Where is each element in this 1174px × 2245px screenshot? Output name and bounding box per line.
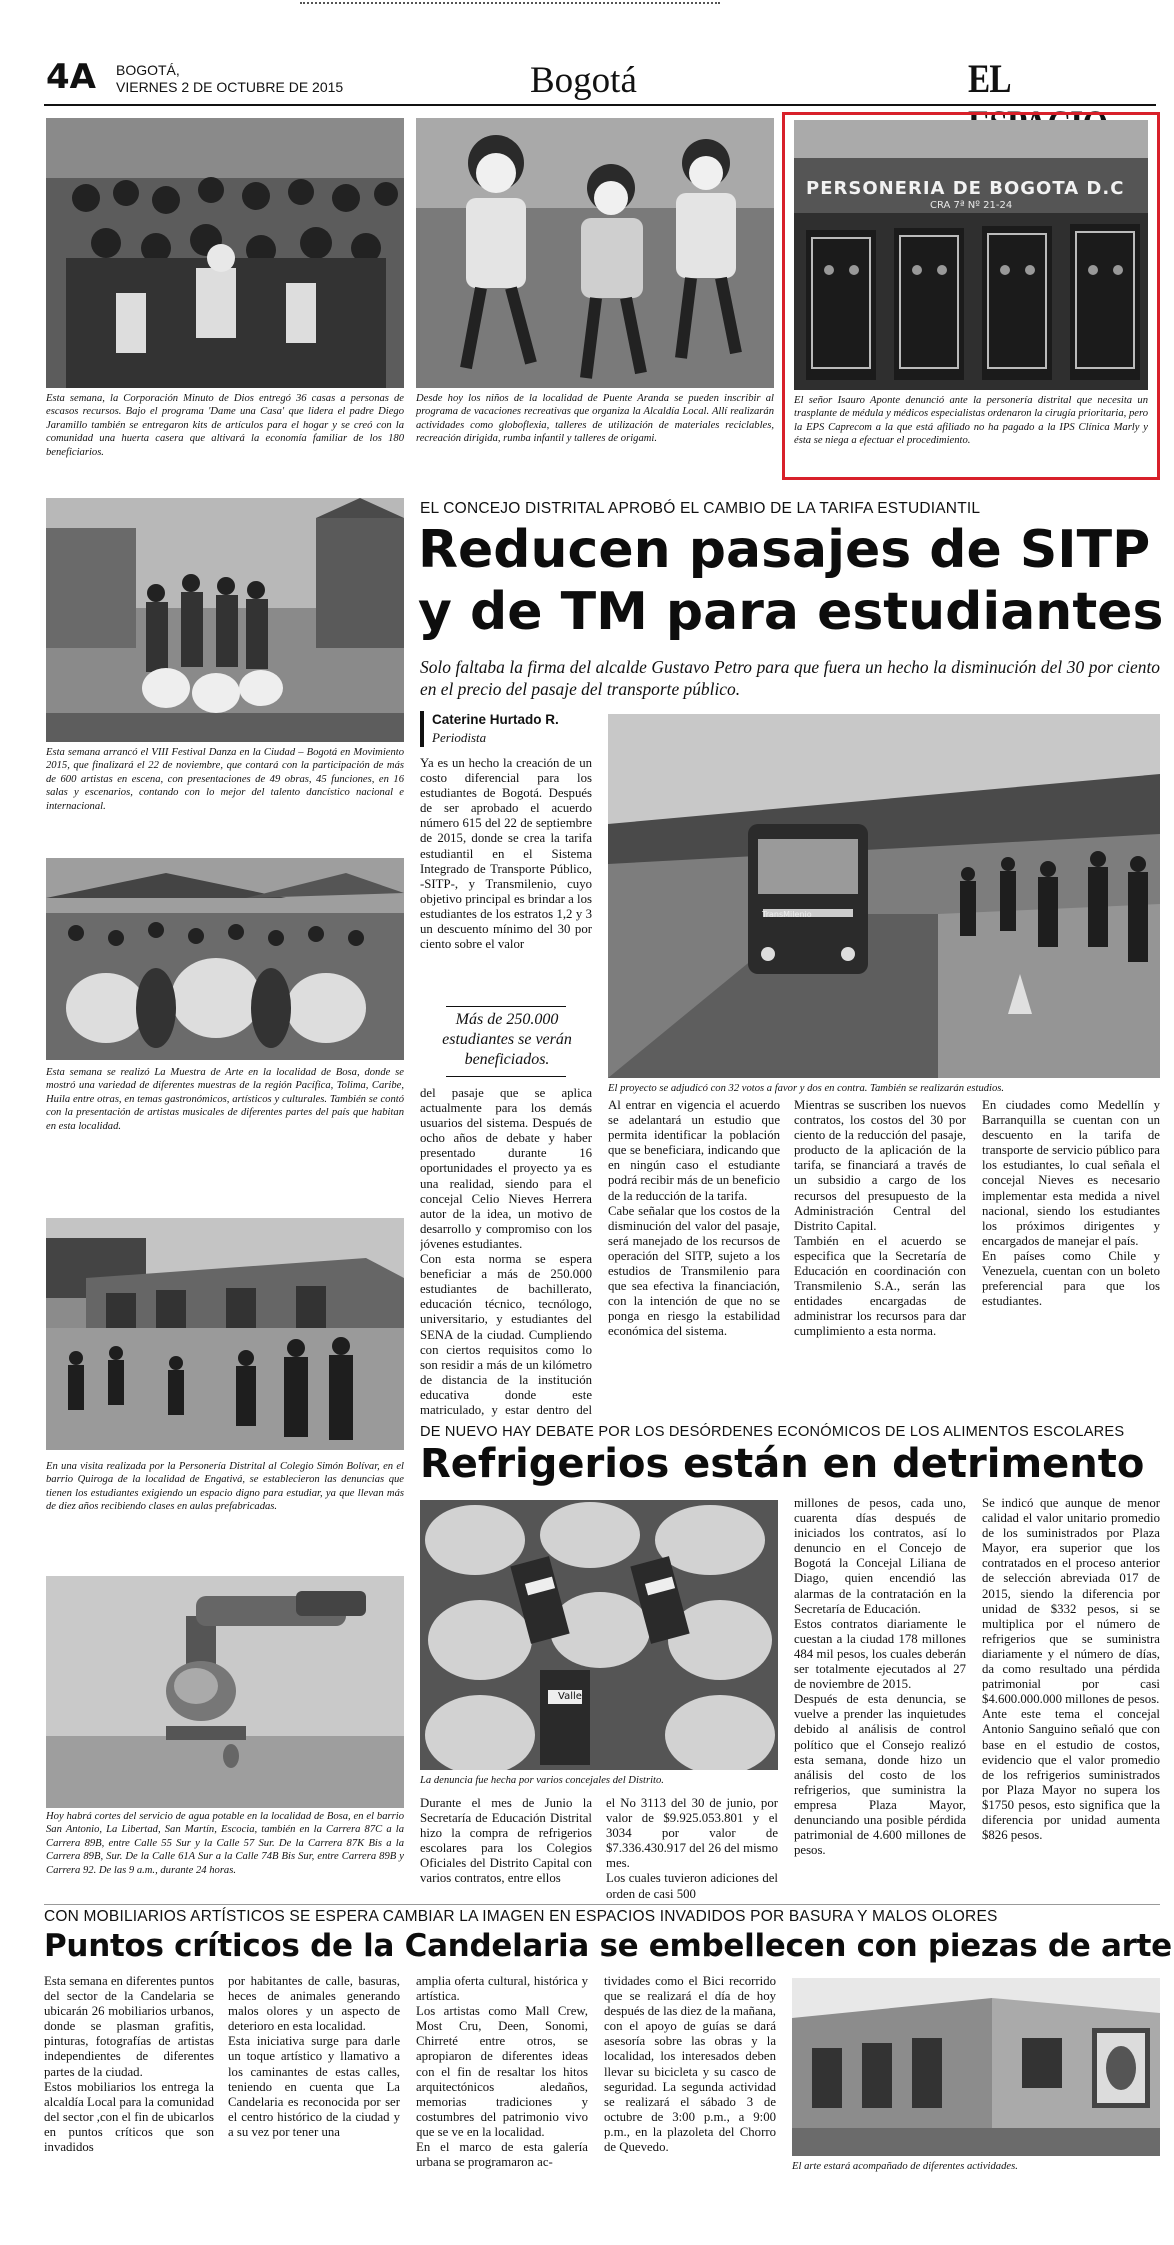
article3-col2 [228,1974,400,2174]
article3-col4-text: tividades como el Bici recorrido que se realizará el día de hoy después de las diez de la mañana, con el apoyo de guías se dará asesoría sobre las obras y la localidad, los interesados deben llevar su bicicleta y su casco de seguridad. La segunda actividad se realizará el sábado 3 de octubre de 3:00 p.m., a 9:00 p.m., en la plazoleta del Chorro de Quevedo. [604,1974,776,2155]
article1-pullquote: Más de 250.000 estudiantes se verán beneficiados. [442,1011,572,1068]
article2-kicker: DE NUEVO HAY DEBATE POR LOS DESÓRDENES ECONÓMICOS DE LOS ALIMENTOS ESCOLARES [420,1424,1125,1440]
article2-col4 [982,1496,1160,1918]
article1-col3b-text: También en el acuerdo se especifica que la Secretaría de Educación en coordinación con Transmilenio S.A., serán las entidades encargadas de administrar los recursos para dar cumplimiento a esta norma. [794,1233,966,1339]
photo-refrigerios [420,1500,778,1770]
article1-col4 [982,1098,1160,1418]
caption-personeria: El señor Isauro Aponte denunció ante la personería distrital que necesita un trasplante de médula y médicos especialistas ordenaron la cirugía prioritaria, pero la EPS Caprecom a la que está afiliado no ha pagado a la IPS Clínica Marly y ésta se niega a efectuar el procedimiento. [794,395,1148,447]
header-date: VIERNES 2 DE OCTUBRE DE 2015 [116,79,344,95]
article3-kicker: CON MOBILIARIOS ARTÍSTICOS SE ESPERA CAMBIAR LA IMAGEN EN ESPACIOS INVADIDOS POR BASURA Y MALOS OLORES [44,1908,998,1925]
article1-headline-line2: y de TM para estudiantes [418,582,1164,642]
photo-colegio [46,1218,404,1450]
article1-col2 [608,1098,780,1418]
article2-col2-text: el No 3113 del 30 de junio, por valor de $9.925.053.801 y el 3034 por valor de $7.336.430.917 del 26 del mismo mes. [606,1796,778,1871]
photo-crowd [46,118,404,388]
caption-refrigerios: La denuncia fue hecha por varios concejales del Distrito. [420,1775,664,1786]
photo-dancers [46,498,404,742]
article3-col1 [44,1974,214,2174]
caption-faucet: Hoy habrá cortes del servicio de agua potable en la localidad de Bosa, en el barrio San Antonio, La Libertad, San Martín, Escocia, también en la Carrera 87C a la Carrera 89B, entre Calle 55 Sur y la Calle 57 Sur. De la Carrera 87K Bis a la Carrera 89B, Sur. De la Calle 61A Sur a la Calle 74B Bis Sur, entre Carrera 89B y Carrera 92. De las 9 a.m., durante 24 horas. [46,1811,404,1876]
section-title: Bogotá [530,60,637,101]
article1-col3-text: Mientras se suscriben los nuevos contratos, los costos del 30 por ciento de la reducción del pasaje, producto de la aplicación de la tarifa, se financiará a través de un subsidio a cargo de los recursos del presupuesto de la Administración Central del Distrito Capital. [794,1098,966,1233]
article1-byline-bar [420,711,424,747]
article2-col3b-text: Estos contratos diariamente le cuestan a la ciudad 178 millones 484 mil pesos, los cuales deberán ser totalmente ejecutados al 27 de noviembre de 2015. [794,1616,966,1692]
caption-arte-bosa: Esta semana se realizó La Muestra de Arte en la localidad de Bosa, donde se mostró una variedad de diferentes muestras de la región Pacífica, Tolima, Caribe, Huila entre otras, en temas gastronómicos, artísticos y culturales. También se contó con la presentación de artistas musicales de diferentes partes del país que habitan en esta localidad. [46,1067,404,1132]
caption-crowd: Esta semana, la Corporación Minuto de Dios entregó 36 casas a personas de escasos recursos. Bajo el programa 'Dame una Casa' que lidera el padre Diego Jaramillo también se entregaron kits de artículos para el hogar y se creó con la comunidad una huerta casera que altivará la economía familiar de los 180 beneficiarios. [46,393,404,458]
article3-headline: Puntos críticos de la Candelaria se embellecen con piezas de arte [44,1928,1172,1964]
article2-col3 [794,1496,966,1918]
article2-col4b-text: Ante este tema el concejal Antonio Sanguino señaló que con base en el estudio de costos, evidencio que el valor promedio de los refrigerios suministrados por Plaza Mayor no supera los $1750 pesos, esto significa que la diferencia por unidad aumenta $826 pesos. [982,1707,1160,1843]
caption-transmilenio: El proyecto se adjudicó con 32 votos a favor y dos en contra. También se realizarán estudios. [608,1083,1005,1094]
photo-candelaria [792,1978,1160,2156]
photo-faucet [46,1576,404,1808]
article1-col4b-text: En países como Chile y Venezuela, cuentan con un boleto preferencial para que los estudiantes. [982,1248,1160,1309]
article3-col4 [604,1974,776,2174]
pullquote-rule-top [446,1006,566,1007]
caption-dancers: Esta semana arrancó el VIII Festival Danza en la Ciudad – Bogotá en Movimiento 2015, que finalizará el 22 de noviembre, que contará con la participación de más de 600 artistas en escena, con presentaciones de 49 obras, 45 funciones, en 16 salas y escenarios, contando con lo mejor del talento dancístico nacional e internacional. [46,747,404,812]
article1-author-role: Periodista [432,730,487,745]
article3-col3 [416,1974,588,2174]
article3-col3b-text: Los artistas como Mall Crew, Most Cru, Deen, Sonomi, Chirreté entre otros, se apropiaron de diferentes ideas con el fin de resaltar los hitos arquitectónicos aledaños, memorias tradiciones y costumbres del patrimonio vivo que se ve en la localidad. [416,2004,588,2139]
article1-col3 [794,1098,966,1418]
article1-col1b-text: del pasaje que se aplica actualmente para los demás usuarios del sistema. Después de ocho años de debate y haber presentado durante 16 oportunidades el proyecto ya es una realidad, siendo para el concejal Celio Nieves Herrera autor de la idea, un motivo de desarrollo y compromiso con los jóvenes estudiantes. [420,1086,592,1251]
article1-subhead: Solo faltaba la firma del alcalde Gustavo Petro para que fuera un hecho la disminución del 30 por ciento en el precio del pasaje del transporte público. [420,657,1160,699]
bus-label: TransMilenio [762,910,812,919]
article3-col3-text: amplia oferta cultural, histórica y artística. [416,1974,588,2004]
article1-col1b [420,1086,592,1418]
article2-col1-text: Durante el mes de Junio la Secretaría de Educación Distrital hizo la compra de refrigerios escolares para los Colegios Oficiales del Distrito Capital con varios contratos, entre ellos [420,1796,592,1886]
caption-candelaria: El arte estará acompañado de diferentes actividades. [792,2161,1018,2172]
article2-col3-text: millones de pesos, cada uno, cuarenta días después de iniciados los contratos, así lo denuncio en el Concejo de Bogotá la Concejal Liliana de Diago, quien encendió las alarmas de la contratación en la Secretaría de Educación. [794,1496,966,1616]
article2-col2b-text: Los cuales tuvieron adiciones del orden de casi 500 [606,1871,778,1901]
photo-children [416,118,774,388]
article3-col3c-text: En el marco de esta galería urbana se programaron ac- [416,2140,588,2170]
article1-col4-text: En ciudades como Medellín y Barranquilla se cuentan con un descuento en la tarifa de transporte de servicio público para los estudiantes, lo cual señala el concejal Nieves es necesario implementar esta medida a nivel nacional, siendo los estudiantes los próximos dirigentes y encargados de manejar el país. [982,1098,1160,1248]
article1-kicker: EL CONCEJO DISTRITAL APROBÓ EL CAMBIO DE LA TARIFA ESTUDIANTIL [420,500,981,517]
article2-headline: Refrigerios están en detrimento [420,1441,1145,1487]
article1-col2b-text: Cabe señalar que los costos de la disminución del valor del pasaje, será manejado de los recursos de operación del SITP, sujeto a los estudios de Transmilenio para que sea efectiva la financiación, con la intención de que no se ponga en riesgo la estabilidad económica del sistema. [608,1203,780,1339]
article2-col2 [606,1796,778,1918]
top-dotted-rule [300,2,720,4]
masthead-logo: EL [968,56,1009,101]
article3-col1b-text: Estos mobiliarios los entrega la alcaldía Local para la comunidad del sector ,con el fin de ubicarlos en puntos críticos que son invadidos [44,2079,214,2155]
article2-col1 [420,1796,592,1918]
article1-col2-text: Al entrar en vigencia el acuerdo se adelantará un estudio que permita identificar la población que se beneficiara, indicando que en ningún caso el estudiante podrá recibir más de un beneficio de la reducción de la tarifa. [608,1098,780,1203]
article1-headline-line1: Reducen pasajes de SITP [418,520,1151,580]
photo-personeria [794,120,1148,390]
article2-col3c-text: Después de esta denuncia, se vuelve a prender las inquietudes debido al análisis de control político que el Consejo realizó esta semana, donde hizo un análisis del costo de los refrigerios, que suministra la empresa Plaza Mayor, denunciando una posible pérdida patrimonial de 4.600 millones de pesos. [794,1692,966,1858]
page-number: 4A [46,57,96,97]
photo-transmilenio [608,714,1160,1078]
article1-col1-text: Ya es un hecho la creación de un costo diferencial para los estudiantes de Bogotá. Después de ser aprobado el acuerdo número 615 del 22 de septiembre de 2015, donde se crea la tarifa estudiantil en el Sistema Integrado de Transporte Público, -SITP-, y Transmilenio, cuyo objetivo principal es brindar a los estudiantes de los estratos 1,2 y 3 un descuento mínimo del 30 por ciento sobre el valor [420,756,592,952]
header-city: BOGOTÁ, [116,62,180,78]
pullquote-rule-bottom [446,1076,566,1077]
article1-col1 [420,756,592,996]
caption-colegio: En una visita realizada por la Personería Distrital al Colegio Simón Bolívar, en el barrio Quiroga de la localidad de Engativá, se establecieron las denuncias que tienen los estudiantes exigiendo un espacio digno para estudiar, ya que llevan más de diez años recibiendo clases en aulas prefabricadas. [46,1461,404,1513]
juice-label: Valle [558,1691,582,1702]
caption-children: Desde hoy los niños de la localidad de Puente Aranda se pueden inscribir al programa de vacaciones recreativas que organiza la Alcaldía Local. Allí realizarán actividades como globoflexia, talleres de utilización de materiales reciclables, recreación dirigida, rumba infantil y talleres de origami. [416,393,774,445]
article2-col4-text: Se indicó que aunque de menor calidad el valor unitario promedio de los suministrados por Plaza Mayor, era superior que los contratados en el proceso anterior de selección abreviada 017 de 2015, siendo la diferencia por unidad de $332 pesos, si se multiplica por el número de refrigerios que se suministra diariamente y el número de días, da como resultado una pérdida patrimonial por casi $4.600.000.000 millones de pesos. [982,1496,1160,1707]
personeria-sign: PERSONERIA DE BOGOTA D.C [806,178,1125,199]
article1-col1c-text: Con esta norma se espera beneficiar a más de 250.000 estudiantes de bachillerato, educación técnico, tecnólogo, universitario, y estudiantes del SENA de la ciudad. Cumpliendo con ciertos requisitos como lo son residir a más de un kilómetro de distancia de la institución educativa donde este matriculado, y estar dentro del [420,1252,592,1417]
photo-arte-bosa [46,858,404,1060]
article3-col2-text: por habitantes de calle, basuras, heces de animales generando malos olores y un aspecto de deterioro en esta localidad. [228,1974,400,2034]
article3-col2b-text: Esta iniciativa surge para darle un toque artístico y llamativo a los caminantes de estas calles, teniendo en cuenta que La Candelaria es reconocida por ser el centro histórico de la ciudad y a su vez por tener una [228,2034,400,2139]
header-rule [44,104,1156,106]
article3-col1-text: Esta semana en diferentes puntos del sector de la Candelaria se ubicarán 26 mobiliarios urbanos, donde se plasman grafitis, pinturas, fotografías de artistas independientes de diferentes partes de la ciudad. [44,1974,214,2079]
article3-rule [44,1904,1160,1905]
personeria-address: CRA 7ª Nº 21-24 [930,200,1013,211]
article1-author: Caterine Hurtado R. [432,712,559,727]
